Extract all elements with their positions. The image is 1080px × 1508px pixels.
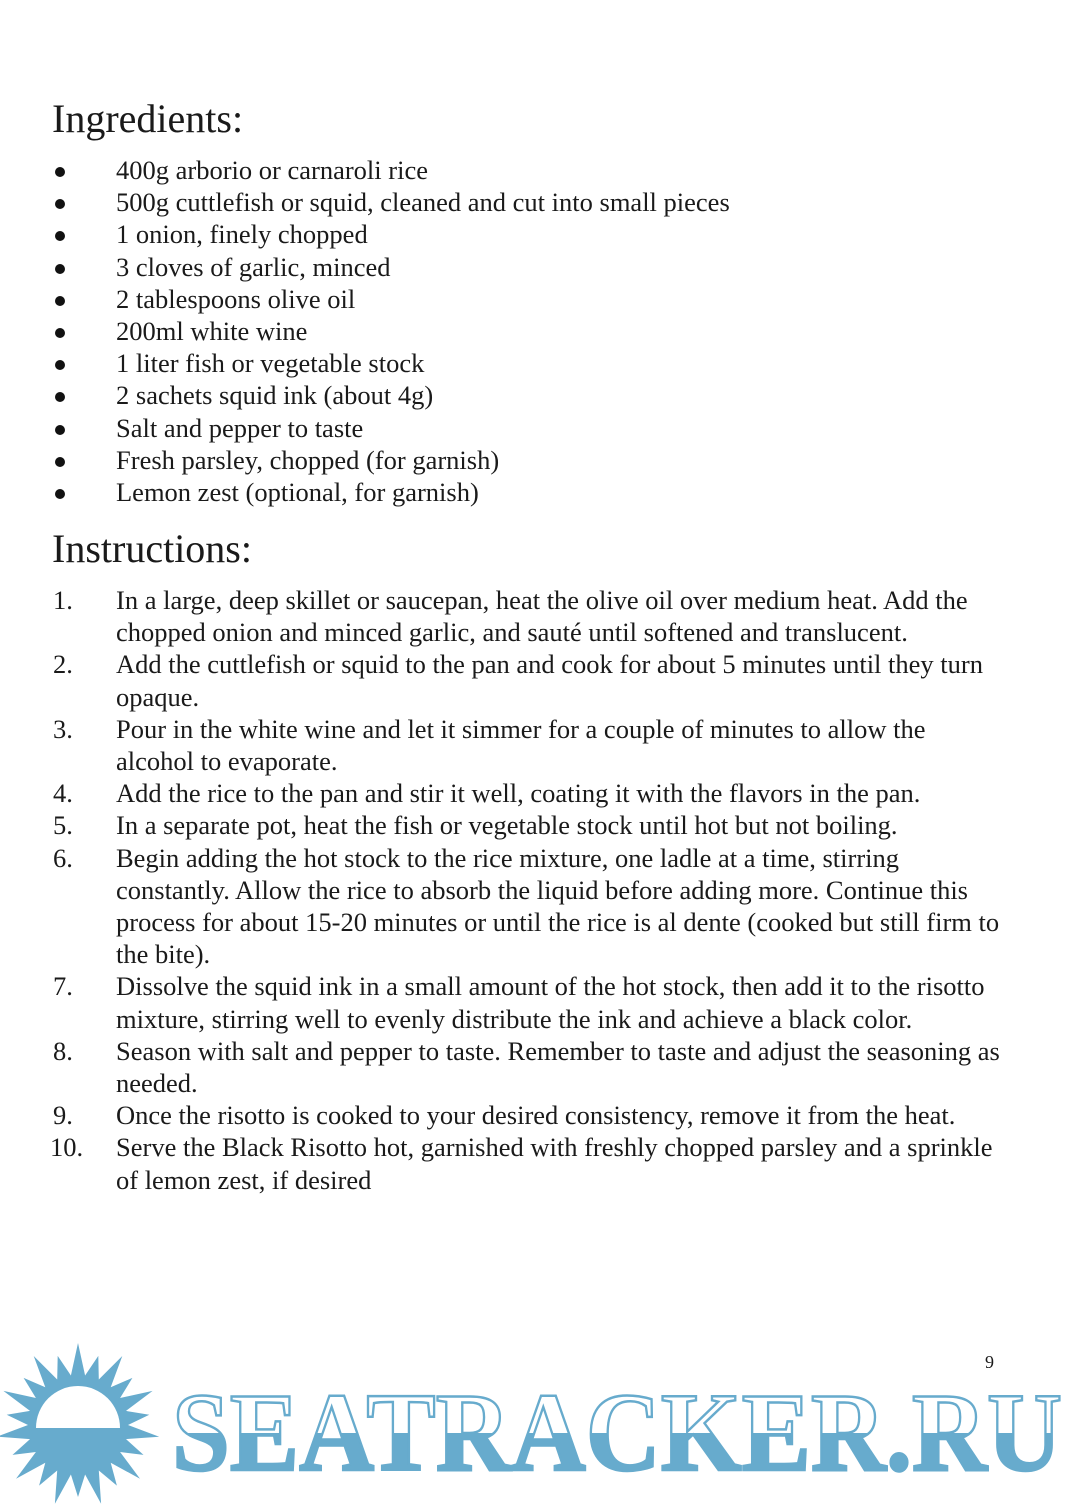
step-number: 3. [53,713,73,744]
step-number: 5. [53,810,73,841]
step-number: 8. [53,1035,73,1066]
step-number: 9. [53,1100,73,1131]
bullet-icon [55,425,65,435]
step-text: In a separate pot, heat the fish or vegetable stock until hot but not boiling. [116,810,898,841]
ingredient-text: 500g cuttlefish or squid, cleaned and cut into small pieces [116,187,730,218]
bullet-icon [55,296,65,306]
bullet-icon [55,199,65,209]
ingredient-item [0,251,1010,283]
step-text: In a large, deep skillet or saucepan, heat the olive oil over medium heat. Add the chopped onion and minced garlic, and sauté until softened and translucent. [116,585,968,648]
instruction-step [0,1099,1010,1131]
step-text: Begin adding the hot stock to the rice mixture, one ladle at a time, stirring constantly. Allow the rice to absorb the liquid before adding more. Continue this process for about 15-20 minutes or until the rice is al dente (cooked but still firm to the bite). [116,842,1000,970]
ingredient-text: 3 cloves of garlic, minced [116,251,391,282]
instructions-heading: Instructions: [52,526,252,571]
seatracker-logo [0,1340,1080,1508]
step-number: 4. [53,778,73,809]
ingredient-text: 2 sachets squid ink (about 4g) [116,380,434,411]
step-number: 2. [53,649,73,680]
ingredient-item [0,315,1010,347]
ingredient-text: Lemon zest (optional, for garnish) [116,477,479,508]
ingredient-item [0,412,1010,444]
bullet-icon [55,264,65,274]
instruction-step [0,809,1010,841]
step-number: 7. [53,971,73,1002]
ingredient-item [0,347,1010,379]
page-number: 9 [985,1352,994,1372]
instruction-step [0,648,1010,712]
step-text: Pour in the white wine and let it simmer for a couple of minutes to allow the alcohol to evaporate. [116,713,926,777]
step-text: Season with salt and pepper to taste. Remember to taste and adjust the seasoning as needed. [116,1035,1000,1099]
ingredient-text: 400g arborio or carnaroli rice [116,155,428,185]
step-text: Add the cuttlefish or squid to the pan and cook for about 5 minutes until they turn opaque. [116,649,983,712]
instruction-step [0,970,1010,1034]
step-number: 10. [50,1132,84,1163]
instructions-list [0,584,1010,1196]
step-text: Serve the Black Risotto hot, garnished with freshly chopped parsley and a sprinkle of lemon zest, if desired [116,1132,993,1195]
ingredients-list [0,154,1010,508]
ingredient-text: Salt and pepper to taste [116,412,364,443]
bullet-icon [55,360,65,370]
ingredient-item [0,476,1010,508]
instruction-step [0,842,1010,971]
step-text: Once the risotto is cooked to your desired consistency, remove it from the heat. [116,1100,956,1131]
ingredient-item [0,186,1010,218]
step-text: Dissolve the squid ink in a small amount of the hot stock, then add it to the risotto mixture, stirring well to evenly distribute the ink and achieve a black color. [116,971,985,1034]
ingredient-item [0,379,1010,411]
instruction-step [0,777,1010,809]
step-number: 6. [53,842,73,873]
ingredient-item [0,444,1010,476]
bullet-icon [55,167,65,177]
ingredient-text: Fresh parsley, chopped (for garnish) [116,444,500,475]
ingredient-item [0,154,1010,186]
ingredients-heading: Ingredients: [52,96,244,141]
instruction-step [0,584,1010,648]
bullet-icon [55,392,65,402]
step-number: 1. [53,585,73,615]
instruction-step [0,1035,1010,1099]
sun-icon [0,1343,159,1504]
instruction-step [0,1131,1010,1195]
bullet-icon [55,328,65,338]
watermark-text: SEATRACKER.RU [172,1371,1062,1495]
ingredient-text: 200ml white wine [116,316,308,347]
ingredient-text: 1 liter fish or vegetable stock [116,348,425,379]
bullet-icon [55,231,65,241]
ingredient-item [0,218,1010,250]
ingredient-text: 2 tablespoons olive oil [116,283,356,314]
bullet-icon [55,457,65,467]
ingredient-text: 1 onion, finely chopped [116,219,368,250]
instruction-step [0,713,1010,777]
step-text: Add the rice to the pan and stir it well, coating it with the flavors in the pan. [116,778,921,809]
bullet-icon [55,489,65,499]
ingredient-item [0,283,1010,315]
